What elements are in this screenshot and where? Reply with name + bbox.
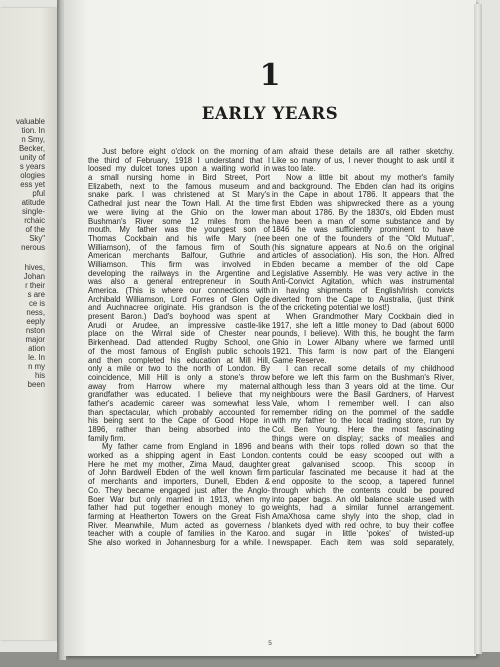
text-line: (his signature appears at No.6 on the original	[272, 243, 454, 252]
text-line: grandfather was educated. I believe that my	[88, 391, 270, 400]
text-line: articles of association). His son, the Hon. Alfred	[272, 252, 454, 261]
facing-page-text-line: Sky"	[29, 234, 45, 243]
facing-page-text-line: ness,	[26, 308, 45, 317]
facing-page-text-line: nston	[25, 326, 45, 335]
facing-page-edge	[0, 8, 58, 640]
text-line: a small nursing home in Bird Street, Port	[88, 174, 270, 183]
facing-page-text-line: his	[35, 371, 45, 380]
text-line: diverted from the Cape to Australia, (just think	[272, 295, 454, 304]
text-line: River. Meanwhile, Mum acted as governess /	[88, 521, 270, 530]
text-line: snake park. I was christened at St Mary's	[88, 191, 270, 200]
facing-page-text-line: rchaic	[24, 216, 45, 225]
text-line: through which the contents could be poured	[272, 486, 454, 495]
facing-page-text-line: n my	[28, 362, 45, 371]
chapter-title: EARLY YEARS	[201, 104, 339, 123]
text-line: man about 1786. By the 1830's, old Ebden must	[272, 208, 454, 217]
text-column-right	[272, 148, 454, 548]
text-line: Ghio in Lower Albany where we farmed until	[272, 339, 454, 348]
text-line: only a mile or two to the north of London. By	[88, 365, 270, 374]
text-line: pounds, I believe). With this, he bought the farm	[272, 330, 454, 339]
facing-page-text-line: le. In	[28, 353, 45, 362]
text-line: into paper bags. An old balance scale used with	[272, 495, 454, 504]
facing-page-text-line: s are	[27, 290, 45, 299]
chapter-number: 1	[259, 58, 281, 93]
text-line: Arudi or Arudee, an impressive castle-like	[88, 321, 270, 330]
text-line: things were on display; sacks of mealies and	[272, 434, 454, 443]
text-line: Archibald Williamson, Lord Forres of Glen Ogle	[88, 295, 270, 304]
text-line: away from Harrow where my maternal	[88, 382, 270, 391]
text-line: AmaXhosa came shyly into the shop, clad in	[272, 512, 454, 521]
text-line: been one of the founders of the "Old Mutual",	[272, 234, 454, 243]
facing-page-text-line: single-	[22, 207, 45, 216]
text-line: although less than 3 years old at the time. Our	[272, 382, 454, 391]
text-line: Bushman's River some 12 miles from the	[88, 217, 270, 226]
text-line: with my father to the local trading store, run by	[272, 417, 454, 426]
text-line: developing the railways in the Argentine and	[88, 269, 270, 278]
text-line: of the most famous of English public schools	[88, 347, 270, 356]
text-line: Like so many of us, I never thought to ask until it	[272, 156, 454, 165]
text-line: and Auchnacree originate. His grandson is the	[88, 304, 270, 313]
text-line: father had put together enough money to go	[88, 504, 270, 513]
text-line: Here he met my mother, Zima Maud, daughter	[88, 460, 270, 469]
text-line: first Ebden was shipwrecked there as a young	[272, 200, 454, 209]
facing-page-text-line: major	[25, 335, 45, 344]
text-line: in the Cape in about 1786. It appears that the	[272, 191, 454, 200]
text-line: father's academic career was somewhat less	[88, 399, 270, 408]
text-line: teacher with a couple of families in the Karoo.	[88, 530, 270, 539]
text-line: Co. They became engaged just after the Anglo-	[88, 486, 270, 495]
text-line: beans with their tops rolled down so that the	[272, 443, 454, 452]
facing-page-text-line: valuable	[15, 117, 45, 126]
facing-page-text-line: atitude	[21, 198, 45, 207]
text-line: mouth. My father was the youngest son of	[88, 226, 270, 235]
text-line: Cathedral just near the Town Hall. At the time	[88, 200, 270, 209]
text-line: and then completed his education at Mill Hill,	[88, 356, 270, 365]
text-line: farming at Heatherton Towers on the Great Fish	[88, 512, 270, 521]
facing-page-text-line: tion. In	[21, 126, 45, 135]
text-line: Thomas Cockbain and his wife Mary (nee	[88, 234, 270, 243]
text-line: When Grandmother Mary Cockbain died in	[286, 313, 454, 322]
text-line: the third of February, 1918 I understand that I	[88, 156, 270, 165]
facing-page-text-line: Johan	[23, 272, 45, 281]
text-line: Vale, whom I remember well. I can also	[272, 399, 454, 408]
text-line: have been a man of some substance and by	[272, 217, 454, 226]
text-column-left	[88, 148, 270, 548]
facing-page-text-line: r their	[25, 281, 45, 290]
text-line: was too late.	[272, 165, 316, 174]
text-line: Boer War but only married in 1913, when my	[88, 495, 270, 504]
text-line: weights, had a similar funnel arrangement.	[272, 504, 454, 513]
facing-page-text-line: nerous	[21, 243, 45, 252]
text-line: was also a general entrepreneur in South	[88, 278, 270, 287]
text-line: Just before eight o'clock on the morning of	[102, 148, 270, 156]
text-line: family firm.	[88, 434, 126, 443]
text-line: his being sent to the Cape of Good Hope in	[88, 417, 270, 426]
text-line: loosed my dulcet tones upon a waiting world in	[88, 165, 270, 174]
text-line: neighbours were the Basil Gardners, of Harvest	[272, 391, 454, 400]
text-line: remember riding on the pommel of the saddle	[272, 408, 454, 417]
page-stack-edge	[474, 4, 482, 654]
text-line: newspaper. Each item was sold separately,	[272, 538, 454, 547]
text-line: Williamson), of the famous firm of South	[88, 243, 270, 252]
text-line: particular fascinated me because it had at the	[272, 469, 454, 478]
facing-page-text-line: pful	[32, 189, 45, 198]
facing-page-text-line: hives,	[24, 263, 45, 272]
text-line: America. (This is where our connections with	[88, 287, 270, 295]
text-line: of merchants and importers, Dunell, Ebden &	[88, 478, 270, 487]
text-line: place on the Wirral side of Chester near	[88, 330, 270, 339]
facing-page-text-line: been	[27, 380, 45, 389]
text-line: end opposite to the scoop, a tapered funnel	[272, 478, 454, 487]
text-line: She also worked in Johannesburg for a while. I	[88, 538, 270, 547]
text-line: Williamson. This firm was involved in	[88, 260, 270, 269]
text-line: and sugar in little 'pokes' of twisted-up	[272, 530, 454, 539]
text-line: am afraid these details are all rather sketchy.	[272, 148, 454, 156]
text-line: 1846 he was sufficiently prominent to have	[272, 226, 454, 235]
facing-page-text-line: eeply	[26, 317, 45, 326]
text-line: before we left this farm on the Bushman's River,	[272, 373, 454, 382]
text-line: blankets dyed with red ochre, to buy their coffee	[272, 521, 454, 530]
facing-page-text-line: ce is	[28, 299, 45, 308]
text-line: I can recall some details of my childhood	[286, 365, 454, 374]
facing-page-text-line: s years	[19, 162, 45, 171]
facing-page-text-line: Becker,	[18, 144, 45, 153]
facing-page-text-line: ess yet	[20, 180, 45, 189]
text-line: American merchants Balfour, Guthrie and	[88, 252, 270, 261]
text-line: 1921. This farm is now part of the Elangeni	[272, 347, 454, 356]
facing-page-text-line: ation	[28, 344, 45, 353]
text-line: and background. The Ebden clan had its origins	[272, 182, 454, 191]
text-line: than spectacular, which probably accounted for	[88, 408, 270, 417]
text-line: Ebden became a member of the old Cape	[272, 260, 454, 269]
facing-page-text-line: ologies	[20, 171, 45, 180]
text-line: contents could be easy scooped out with a	[272, 452, 454, 461]
text-line: Elizabeth, next to the famous museum and	[88, 182, 270, 191]
text-line: Birkenhead. Dad attended Rugby School, one	[88, 339, 270, 348]
text-line: Game Reserve.	[272, 356, 327, 365]
text-line: Anti-Convict Agitation, which was instrumental	[272, 278, 454, 287]
text-line: Now a little bit about my mother's family	[286, 174, 454, 183]
text-line: My father came from England in 1896 and	[102, 443, 270, 452]
facing-page-text-line: unity of	[19, 153, 45, 162]
text-line: of John Bardwell Ebden of the well known firm	[88, 469, 270, 478]
facing-page-text-line: n Smy,	[21, 135, 45, 144]
text-line: 1896, rather than being absorbed into the	[88, 426, 270, 434]
text-line: Legislative Assembly. He was very active in the	[272, 269, 454, 278]
text-line: we were living at the Ghio on the lower	[88, 208, 270, 217]
text-line: coincidence, Mill Hill is only a stone's throw	[88, 373, 270, 382]
text-line: Col. Ben Young. Here the most fascinating	[272, 426, 454, 434]
text-line: great galvanised scoop. This scoop in	[272, 460, 454, 469]
text-line: 1917, she left a little money to Dad (about 6000	[272, 321, 454, 330]
book-page	[64, 0, 476, 656]
text-line: worked as a shipping agent in East London.	[88, 452, 270, 461]
text-line: in having shipments of English/Irish convicts	[272, 287, 454, 295]
page-number: 5	[268, 640, 272, 647]
text-line: present Baron.) Dad's boyhood was spent at	[88, 313, 270, 322]
text-line: of the cricketing potential we lost!)	[272, 304, 390, 313]
facing-page-text-line: of the	[25, 225, 45, 234]
